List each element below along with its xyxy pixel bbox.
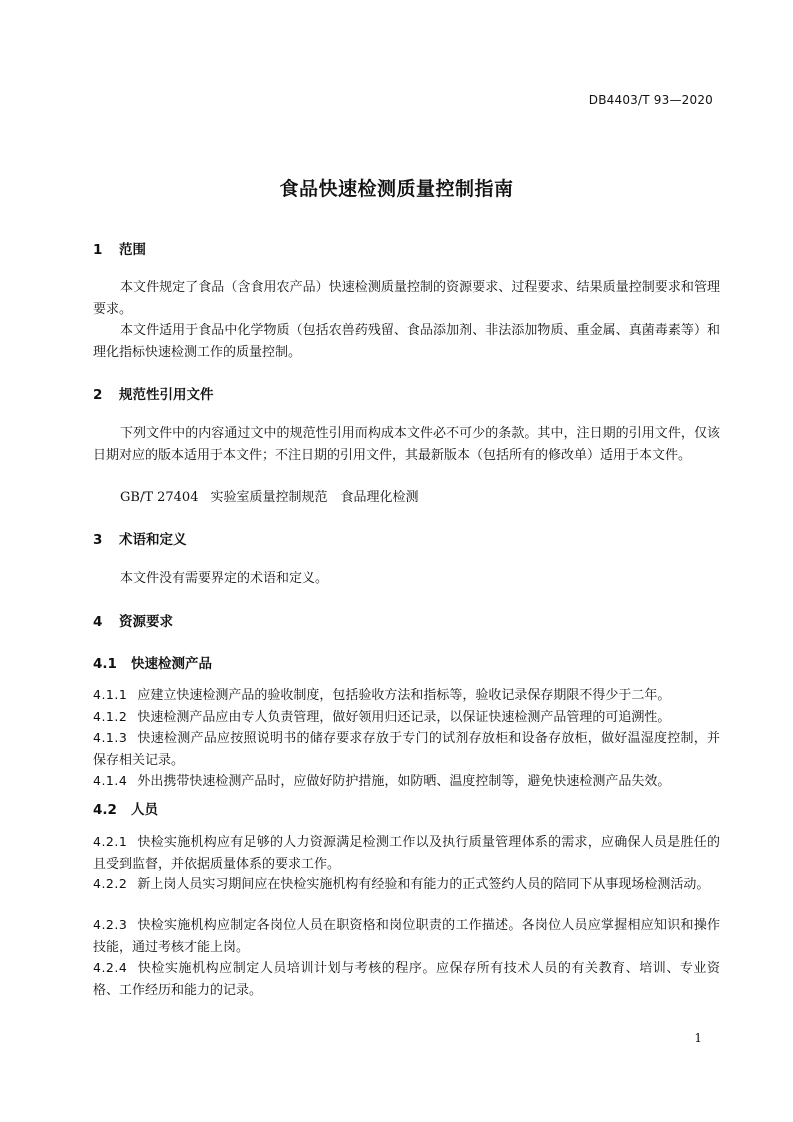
page-number: 1: [694, 1031, 702, 1045]
clause-text: 快检实施机构应制定人员培训计划与考核的程序。应保存所有技术人员的有关教育、培训、专业资格、工作经历和能力的记录。: [93, 961, 720, 998]
clause-text: 快速检测产品应由专人负责管理，做好领用归还记录，以保证快速检测产品管理的可追溯性。: [137, 710, 671, 725]
section-3-heading: [93, 530, 720, 550]
standard-code: DB4403/T 93—2020: [588, 93, 713, 107]
section-1-heading: [93, 240, 720, 260]
section-1-paragraph-1: 本文件规定了食品（含食用农产品）快速检测质量控制的资源要求、过程要求、结果质量控制要求和管理要求。: [93, 280, 720, 317]
section-number: 2: [93, 387, 103, 403]
clause-4-1-2: [93, 706, 720, 729]
clause-4-2-2: [93, 873, 720, 896]
clause-number: 4.1.2: [93, 709, 128, 724]
subsection-4-1-heading: [93, 654, 720, 674]
section-1-paragraph-2: 本文件适用于食品中化学物质（包括农兽药残留、食品添加剂、非法添加物质、重金属、真菌毒素等）和理化指标快速检测工作的质量控制。: [93, 323, 720, 360]
clause-text: 快检实施机构应制定各岗位人员在职资格和岗位职责的工作描述。各岗位人员应掌握相应知识和操作技能，通过考核才能上岗。: [93, 918, 720, 955]
section-number: 1: [93, 242, 103, 258]
section-title: 范围: [119, 242, 146, 258]
clause-number: 4.1.3: [93, 730, 128, 745]
clause-number: 4.1.4: [93, 773, 128, 788]
section-title: 规范性引用文件: [119, 387, 214, 403]
clause-4-2-1: [93, 831, 720, 875]
section-3-paragraph-1: 本文件没有需要界定的术语和定义。: [120, 571, 329, 586]
subsection-title: 人员: [131, 802, 158, 818]
normative-reference: [93, 487, 747, 508]
clause-number: 4.1.1: [93, 687, 128, 702]
clause-number: 4.2.3: [93, 917, 128, 932]
clause-text: 外出携带快速检测产品时，应做好防护措施，如防晒、温度控制等，避免快速检测产品失效。: [137, 774, 671, 789]
reference-title: 实验室质量控制规范 食品理化检测: [210, 490, 419, 505]
subsection-4-2-heading: [93, 800, 720, 820]
clause-number: 4.2.1: [93, 834, 128, 849]
subsection-title: 快速检测产品: [131, 656, 212, 672]
clause-text: 新上岗人员实习期间应在快检实施机构有经验和有能力的正式签约人员的陪同下从事现场检测活动。: [137, 877, 710, 892]
subsection-number: 4.1: [93, 656, 117, 672]
clause-number: 4.2.4: [93, 960, 128, 975]
reference-code: GB/T 27404: [120, 490, 199, 505]
clause-text: 快检实施机构应有足够的人力资源满足检测工作以及执行质量管理体系的需求，应确保人员是胜任的且受到监督，并依据质量体系的要求工作。: [93, 835, 720, 872]
document-title: 食品快速检测质量控制指南: [279, 178, 514, 200]
clause-4-1-1: [93, 684, 720, 707]
clause-4-1-4: [93, 770, 720, 793]
section-number: 4: [93, 614, 103, 630]
section-title: 术语和定义: [119, 532, 187, 548]
clause-number: 4.2.2: [93, 876, 128, 891]
clause-4-2-4: [93, 957, 720, 1001]
clause-4-2-3: [93, 914, 720, 958]
section-4-heading: [93, 612, 720, 632]
section-2-paragraph-1: 下列文件中的内容通过文中的规范性引用而构成本文件必不可少的条款。其中，注日期的引用文件，仅该日期对应的版本适用于本文件；不注日期的引用文件，其最新版本（包括所有的修改单）适用于本文件。: [93, 426, 720, 463]
clause-4-1-3: [93, 727, 720, 771]
section-number: 3: [93, 532, 103, 548]
section-2-heading: [93, 385, 720, 405]
subsection-number: 4.2: [93, 802, 117, 818]
section-title: 资源要求: [119, 614, 173, 630]
clause-text: 快速检测产品应按照说明书的储存要求存放于专门的试剂存放柜和设备存放柜，做好温湿度控制，并保存相关记录。: [93, 731, 720, 768]
clause-text: 应建立快速检测产品的验收制度，包括验收方法和指标等，验收记录保存期限不得少于二年。: [137, 688, 671, 703]
